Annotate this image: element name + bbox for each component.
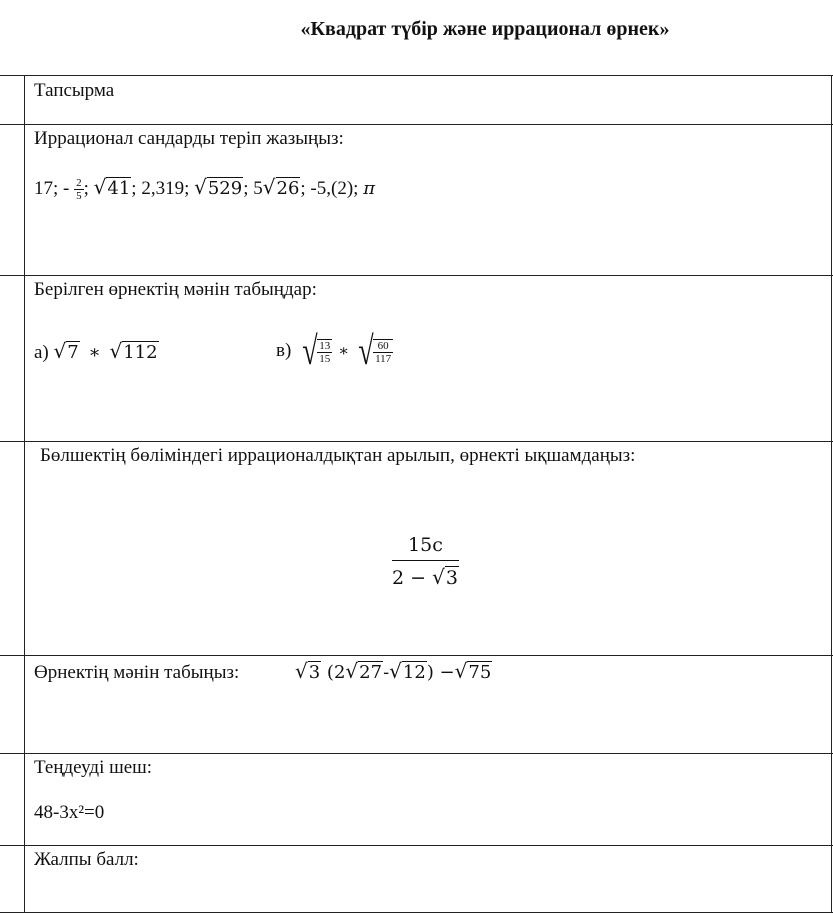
sqrt-27: √27 [345,659,383,683]
task2-heading: Берілген өрнектің мәнін табыңдар: [34,279,317,300]
row-divider [0,845,833,846]
expression-part: ) − [426,662,455,683]
row-divider [0,655,833,656]
column-divider [24,75,25,913]
task1-expression [34,176,375,202]
total-score-label: Жалпы балл: [34,849,139,870]
part-b-label: в) [276,340,292,361]
multiply-operator: ∗ [338,341,350,360]
expression-part: - [383,662,390,683]
pi-symbol: π [363,178,376,199]
task4-heading: Өрнектің мәнін табыңыз: [34,662,240,683]
fraction-denominator: 5 [76,190,82,203]
sqrt-41: √41 [93,175,131,199]
task5-heading: Теңдеуді шеш: [34,757,153,778]
radicand: 27 [359,662,383,683]
fraction-denominator [392,561,459,589]
fraction-numerator: 15c [392,534,459,561]
sqrt-12: √12 [389,659,426,683]
fraction-numerator: 13 [319,340,331,352]
multiply-operator: ∗ [88,342,101,363]
task1-part-mid: ; 2,319; [131,178,190,199]
row-divider [0,441,833,442]
task3-heading: Бөлшектің бөліміндегі иррационалдықтан арылып, өрнекті ықшамдаңыз: [40,445,636,466]
radicand: 3 [445,567,458,589]
sqrt-3: √3 [295,659,321,683]
radicand: 112 [123,342,158,363]
fraction-numerator: 60 [373,340,393,353]
radicand: 7 [67,342,79,363]
sqrt-7: √7 [53,339,79,363]
task5-equation: 48-3x²=0 [34,802,105,823]
task2-part-a [34,340,159,364]
sqrt-3: √3 [432,565,458,589]
row-divider [0,275,833,276]
fraction-denominator: 117 [375,353,392,365]
task4-expression [295,660,492,684]
fraction-denominator: 15 [319,353,331,365]
radicand: 3 [308,662,321,683]
row-divider [0,753,833,754]
sqrt-112: √112 [109,339,158,363]
radicand: 75 [468,662,492,683]
sqrt-26: √26 [262,175,300,199]
table-right-border [831,75,832,913]
row-divider [0,75,833,76]
part-a-label: а) [34,342,49,363]
fraction-60-117 [373,340,393,365]
radicand: 26 [276,178,300,199]
sqrt-13-over-15: √ $\frac{13}{15}$ [302,328,331,373]
fraction-two-fifths [74,177,84,202]
task3-fraction [392,534,459,589]
row-divider [0,912,833,913]
separator: ; [83,178,89,199]
row-divider [0,124,833,125]
sqrt-529: √529 [194,175,243,199]
fraction-13-15 [317,340,332,365]
denominator-text: 2 − [392,567,433,589]
radicand: 529 [207,178,243,199]
radicand: 12 [402,662,426,683]
task1-heading: Иррационал сандарды теріп жазыңыз: [34,128,344,149]
fraction-numerator: 2 [76,177,82,190]
expression-part: (2 [321,662,346,683]
task2-part-b [276,326,393,376]
radicand: 41 [107,178,131,199]
page-title: «Квадрат түбір және иррационал өрнек» [300,18,670,40]
sqrt-60-over-117: √ $\frac{60}{117}$ [358,328,392,373]
row-task-header: Тапсырма [34,80,115,101]
task1-part-tail: ; -5,(2); [300,178,359,199]
task1-part-a: 17; - [34,178,70,199]
sqrt-75: √75 [454,659,492,683]
task1-part-sep2: ; 5 [243,178,263,199]
